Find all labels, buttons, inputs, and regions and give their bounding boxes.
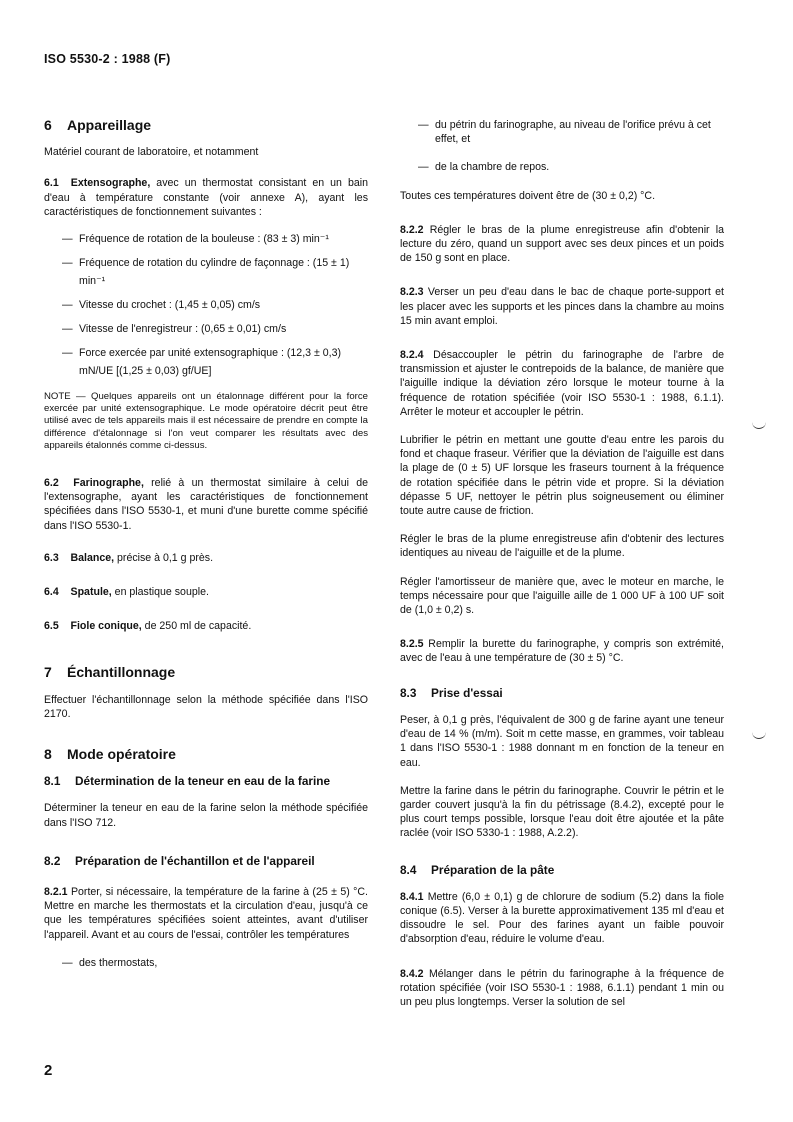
subsection-8-3-text: Peser, à 0,1 g près, l'équivalent de 300 g de farine ayant une teneur d'eau de 14 % (m/m). Soit m cette masse, en grammes, voir tableau 1 dans l'ISO 5530-1 : 1988 donnant m en fonction de la teneur en eau. [400,713,724,769]
list-item: — Force exercée par unité extensographique : (12,3 ± 0,3) mN/UE [(1,25 ± 0,03) gf/UE] [44,344,368,380]
clause-8-2-4-c: Régler le bras de la plume enregistreuse afin d'obtenir des lectures identiques au niveau de l'aiguille et de la plume. [400,533,724,560]
clause-6-3: 6.3 Balance, précise à 0,1 g près. [44,551,214,564]
clause-6-4: 6.4 Spatule, en plastique souple. [44,586,209,599]
section-6-heading: 6 Appareillage [44,117,152,133]
clause-8-4-2: 8.4.2 Mélanger dans le pétrin du farinographe à la fréquence de rotation spécifiée (voir ISO 5530-1 : 1988, 6.1.1) pendant 1 min ou un peu plus longtemps. Verser la solution de sel [400,967,724,1008]
left-column [44,118,368,970]
clause-8-2-4: 8.2.4 Désaccoupler le pétrin du farinographe de l'arbre de transmission et ajuster le contrepoids de la balance, de manière que l'aiguille indique la déviation zéro lorsque le moteur tourne à la fréquence de rotation spécifiée (voir ISO 5530-1 : 1988, 6.1.1). Arrêter le moteur et accoupler le pétrin. [400,349,724,418]
extensograph-spec-list [44,230,368,380]
clause-8-2-5: 8.2.5 Remplir la burette du farinographe, y compris son extrémité, avec de l'eau à une température de (30 ± 5) °C. [400,638,724,665]
subsection-8-1-text: Déterminer la teneur en eau de la farine selon la méthode spécifiée dans l'ISO 712. [44,802,368,829]
clause-8-2-1: 8.2.1 Porter, si nécessaire, la température de la farine à (25 ± 5) °C. Mettre en marche les thermostats et la circulation d'eau, jusqu'à ce que les températures spécifiées soient atteintes, avant d'utiliser l'appareil. Avant et au cours de l'essai, contrôler les températures [44,886,368,941]
page-number: 2 [44,1062,53,1079]
list-item: — Vitesse de l'enregistreur : (0,65 ± 0,01) cm/s [44,320,368,338]
clause-8-2-2: 8.2.2 Régler le bras de la plume enregistreuse afin d'obtenir la lecture du zéro, quand un support avec ses deux pinces et un poids de 150 g sont en place. [400,223,724,265]
temperatures-text: Toutes ces températures doivent être de (30 ± 0,2) °C. [400,189,656,202]
clause-8-4-1: 8.4.1 Mettre (6,0 ± 0,1) g de chlorure de sodium (5.2) dans la fiole conique (6.5). Verser à la burette approximativement 135 ml d'eau et dissoudre le sel. Pour des farines ayant un faible pouvoir d'absorption d'eau, réduire le volume d'eau. [400,890,724,946]
clause-8-2-3: 8.2.3 Verser un peu d'eau dans le bac de chaque porte-support et les placer avec les supports et les pinces dans la chambre au moins 15 min avant emploi. [400,286,724,327]
list-item: — des thermostats, [44,956,368,970]
clause-8-2-4-b: Lubrifier le pétrin en mettant une goutte d'eau entre les parois du fond et chaque fraseur. Vérifier que la déviation de l'aiguille est dans la plage de (0 ± 5) UF lorsque les fraseurs tournent à la fréquence de rotation spécifiée dans le pétrin vide et propre. Si la déviation dépasse 5 UF, nettoyer le pétrin plus soigneusement ou éliminer toute autre cause de friction. [400,434,724,518]
section-7-heading: 7 Échantillonnage [44,664,176,681]
list-item: — Fréquence de rotation de la bouleuse : (83 ± 3) min⁻¹ [44,230,368,248]
list-item: — Vitesse du crochet : (1,45 ± 0,05) cm/s [44,296,368,314]
section-7-text: Effectuer l'échantillonnage selon la méthode spécifiée dans l'ISO 2170. [44,693,368,720]
subsection-8-3-text-2: Mettre la farine dans le pétrin du farinographe. Couvrir le pétrin et le garder couvert jusqu'à la fin du pétrissage (8.4.2), excepté pour le plus court temps possible, lorsque l'eau doit être ajoutée et la pâte raclée (voir ISO 5330-1 : 1988, A.2.2). [400,784,724,840]
clause-6-1: 6.1 Extensographe, avec un thermostat consistant en un bain d'eau à température constante (voir annexe A), ayant les caractéristiques de fonctionnement suivantes : [44,177,368,218]
subsection-8-3-heading: 8.3 Prise d'essai [400,685,503,700]
section-8-heading: 8 Mode opératoire [44,746,176,763]
note: NOTE — Quelques appareils ont un étalonnage différent pour la force exercée par unité extensographique. Le mode opératoire décrit peut être utilisé avec de tels appareils mais il est nécessaire de prendre en compte la différence d'étalonnage si l'on veut comparer les résultats avec des appareils étalonnés comme ci-dessus. [44,391,368,451]
section-6-intro: Matériel courant de laboratoire, et notamment [44,146,259,159]
clause-6-5: 6.5 Fiole conique, de 250 ml de capacité. [44,620,252,633]
list-item: — de la chambre de repos. [400,160,724,174]
list-item: — du pétrin du farinographe, au niveau de l'orifice prévu à cet effet, et [400,118,724,146]
subsection-8-4-heading: 8.4 Préparation de la pâte [400,862,555,877]
right-column [400,118,724,1009]
margin-mark [752,420,766,429]
clause-6-2: 6.2 Farinographe, relié à un thermostat similaire à celui de l'extensographe, ayant les caractéristiques de fonctionnement spécifiées dans l'ISO 5530-1, et muni d'une burette comme spécifié dans l'ISO 5530-1. [44,477,368,532]
clause-8-2-4-d: Régler l'amortisseur de manière que, avec le moteur en marche, le temps nécessaire pour que l'aiguille aille de 1 000 UF à 100 UF soit de (1,0 ± 0,2) s. [400,575,724,617]
margin-mark [752,730,766,739]
subsection-8-1-heading: 8.1 Détermination de la teneur en eau de la farine [44,774,331,789]
list-item: — Fréquence de rotation du cylindre de façonnage : (15 ± 1) min⁻¹ [44,254,368,290]
subsection-8-2-heading: 8.2 Préparation de l'échantillon et de l'appareil [44,853,315,868]
running-header: ISO 5530-2 : 1988 (F) [44,52,171,66]
